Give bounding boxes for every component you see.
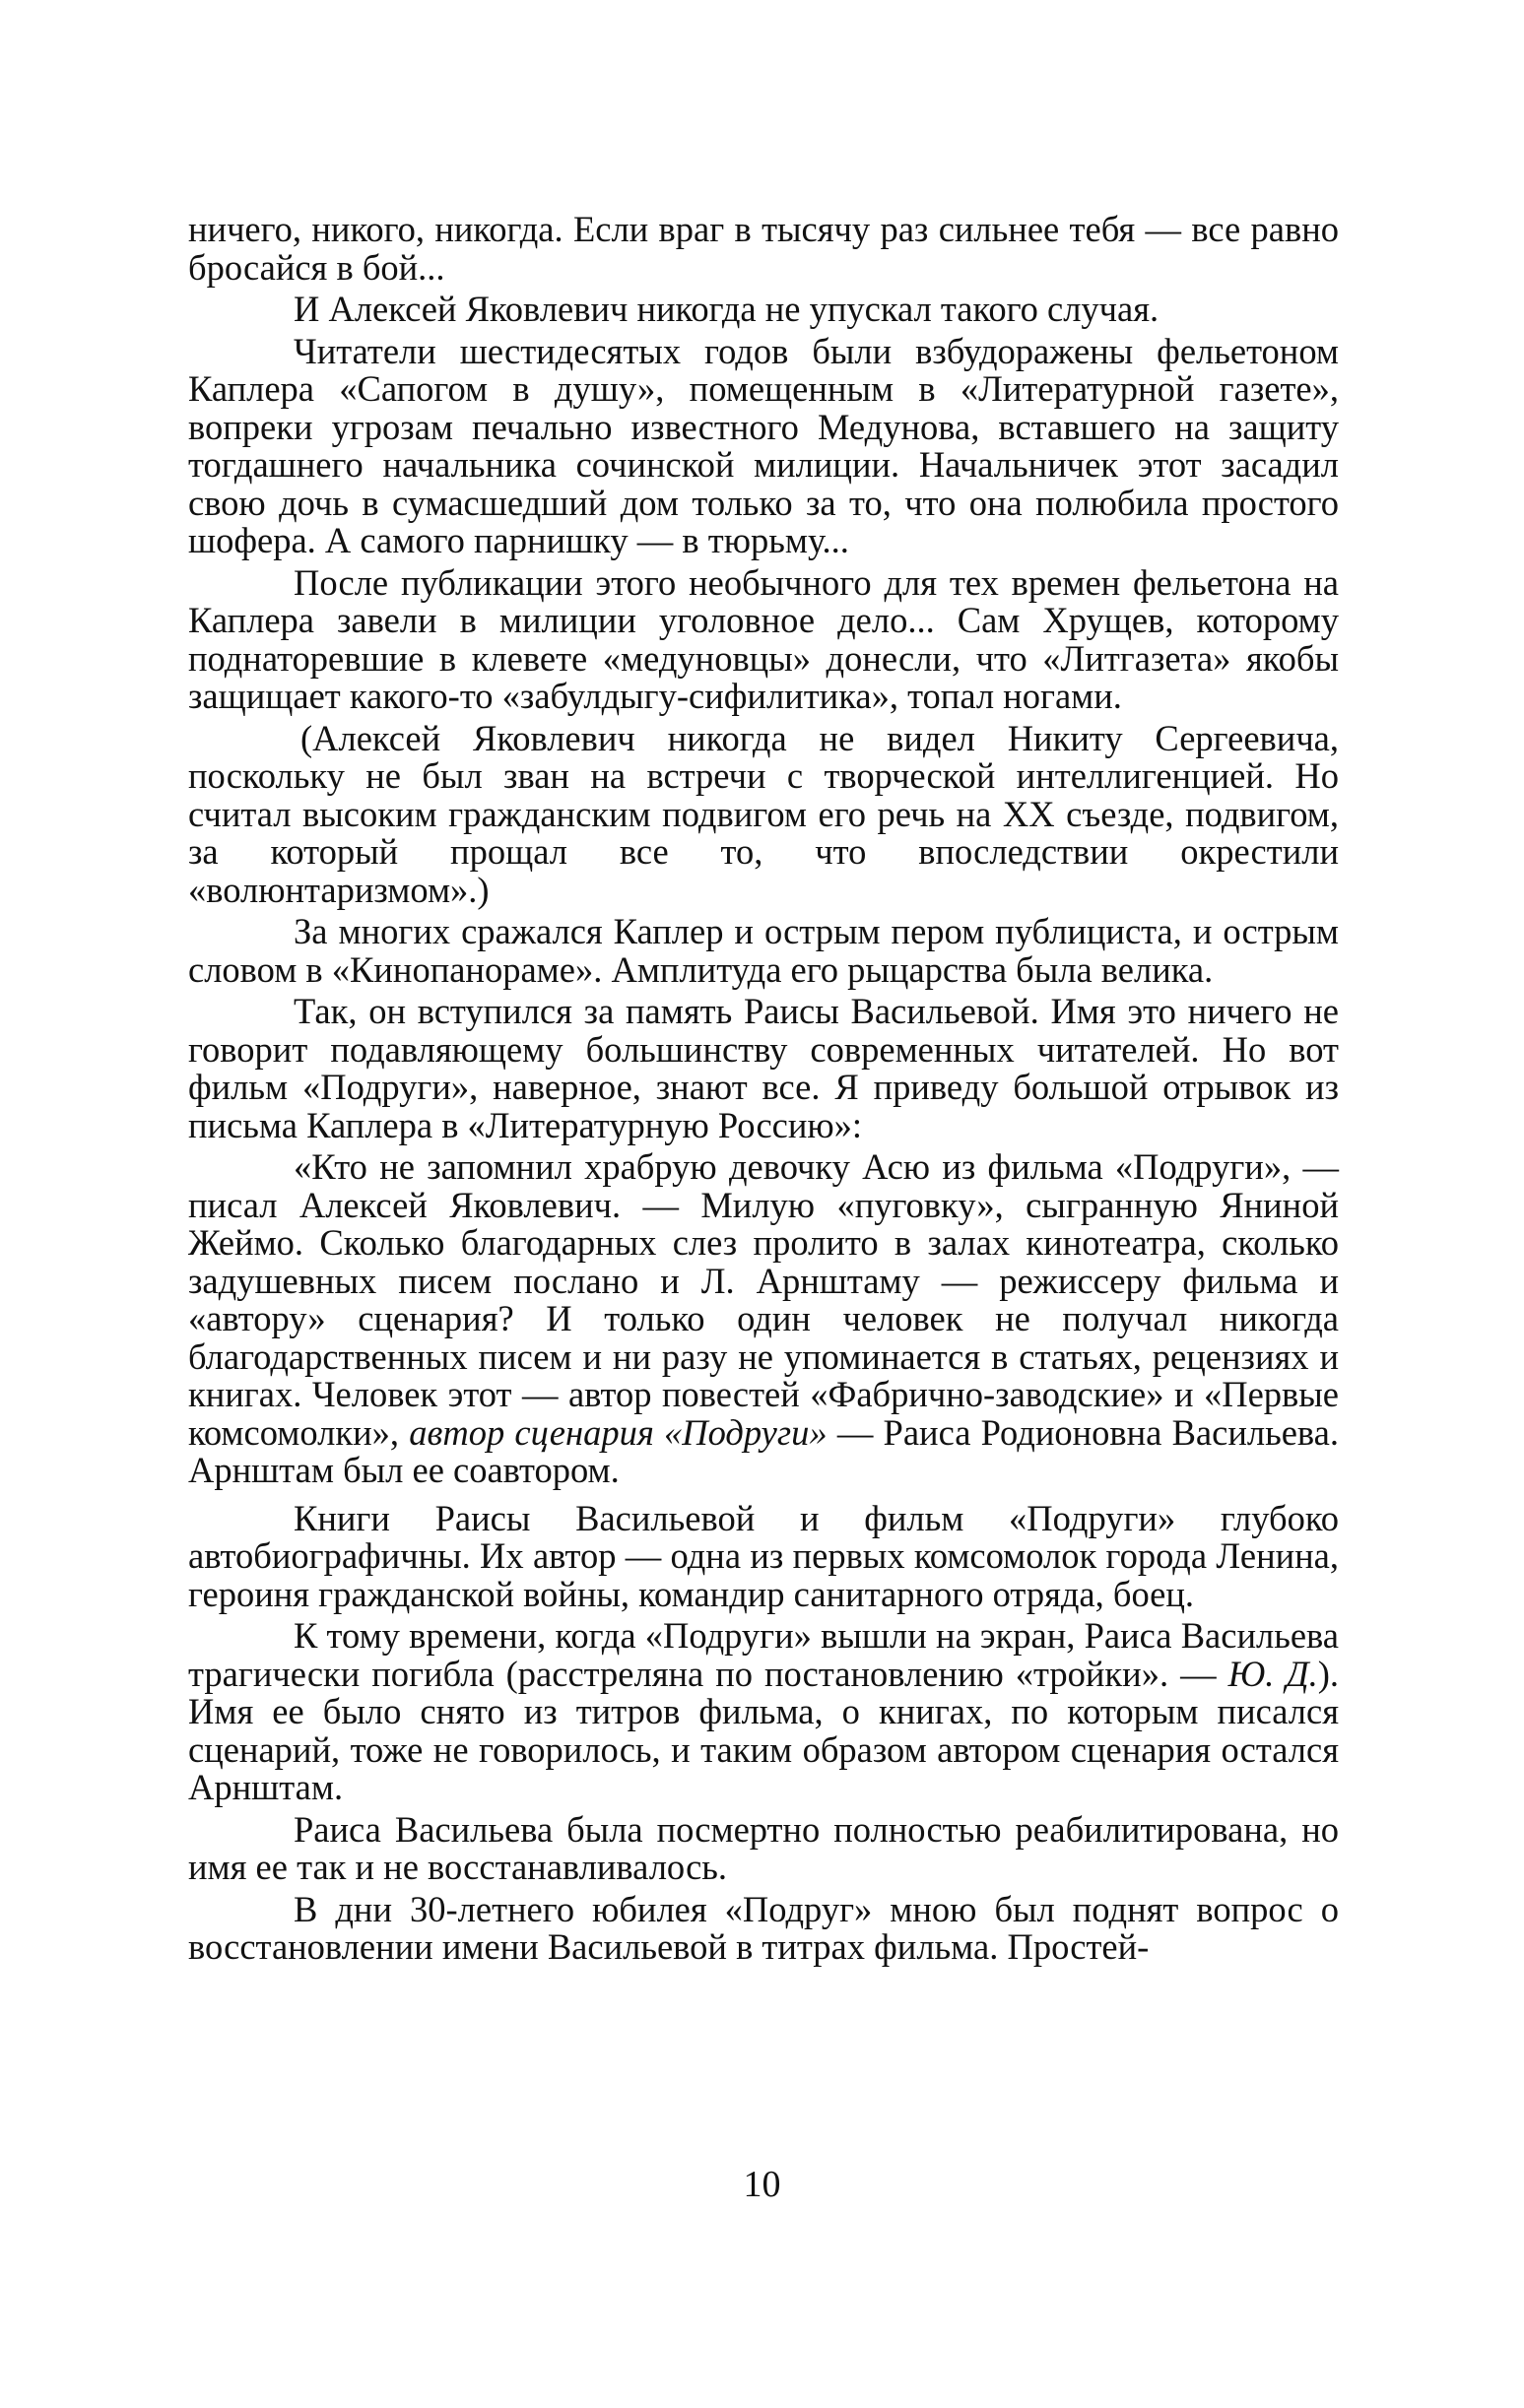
paragraph-3: Читатели шестидесятых годов были взбудоражены фельетоном Каплера «Сапогом в душу», помещенным в «Литературной газете», вопреки угрозам печально известного Медунова, вставшего на защиту тогдашнего начальника сочинской милиции. Начальничек этот засадил свою дочь в сумасшедший дом только за то, что она полюбила простого шофера. А самого парнишку — в тюрьму... <box>188 330 1339 560</box>
paragraph-2: И Алексей Яковлевич никогда не упускал такого случая. <box>294 289 1160 329</box>
paragraph-9: Раиса Васильева была посмертно полностью реабилитирована, но имя ее так и не восстанавливалось. <box>188 1808 1339 1887</box>
troika-italic: Ю. Д. <box>1227 1653 1318 1694</box>
paragraph-1: ничего, никого, никогда. Если враг в тысячу раз сильнее тебя — все равно бросайся в бой... <box>188 209 1339 288</box>
quote-paragraph <box>188 1148 1339 1490</box>
quote-text-2: — Раиса Родионовна Васильева. Арнштам был ее соавтором. <box>188 1411 1340 1490</box>
paragraph-7: Так, он вступился за память Раисы Васильевой. Имя это ничего не говорит подавляющему большинству современных читателей. Но вот фильм «Подруги», наверное, знают все. Я приведу большой отрывок из письма Каплера в «Литературную Россию»: <box>188 991 1339 1145</box>
quote-text-1: «Кто не запомнил храбрую девочку Асю из фильма «Подруги», — писал Алексей Яковлевич. — Милую «пуговку», сыгранную Яниной Жеймо. Сколько благодарных слез пролито в залах кинотеатра, сколько задушевных писем послано и Л. Арнштаму — режиссеру фильма и «автору» сценария? И только один человек не получал никогда благодарственных писем и ни разу не упоминается в статьях, рецензиях и книгах. Человек этот — автор повестей «Фабрично-заводские» и «Первые комсомолки», <box>188 1146 1339 1453</box>
troika-text-1: К тому времени, когда «Подруги» вышли на экран, Раиса Васильева трагически погибла (расстреляна по постановлению «тройки». — <box>188 1615 1339 1694</box>
troika-paragraph <box>188 1617 1339 1807</box>
troika-text-2: ). Имя ее было снято из титров фильма, о книгах, по которым писался сценарий, тоже не говорилось, и таким образом автором сценария остался Арнштам. <box>188 1653 1340 1807</box>
paragraph-10: В дни 30-летнего юбилея «Подруг» мною был поднят вопрос о восстановлении имени Васильевой в титрах фильма. Простей- <box>188 1888 1339 1967</box>
paragraph-8: Книги Раисы Васильевой и фильм «Подруги» глубоко автобиографичны. Их автор — одна из первых комсомолок города Ленина, героиня гражданской войны, командир санитарного отряда, боец. <box>188 1497 1339 1614</box>
page-number: 10 <box>743 2164 781 2205</box>
paragraph-6: За многих сражался Каплер и острым пером публициста, и острым словом в «Кинопанораме». Амплитуда его рыцарства была велика. <box>188 911 1339 990</box>
document-page <box>188 211 1339 1971</box>
quote-italic: автор сценария «Подруги» <box>409 1411 828 1453</box>
paragraph-4: После публикации этого необычного для тех времен фельетона на Каплера завели в милиции уголовное дело... Сам Хрущев, которому поднаторевшие в клевете «медуновцы» донесли, что «Литгазета» якобы защищает какого-то «забулдыгу-сифилитика», топал ногами. <box>188 561 1339 716</box>
paragraph-5: (Алексей Яковлевич никогда не видел Никиту Сергеевича, поскольку не был зван на встречи с творческой интеллигенцией. Но считал высоким гражданским подвигом его речь на XX съезде, подвигом, за который прощал все то, что впоследствии окрестили «волюнтаризмом».) <box>188 717 1339 910</box>
